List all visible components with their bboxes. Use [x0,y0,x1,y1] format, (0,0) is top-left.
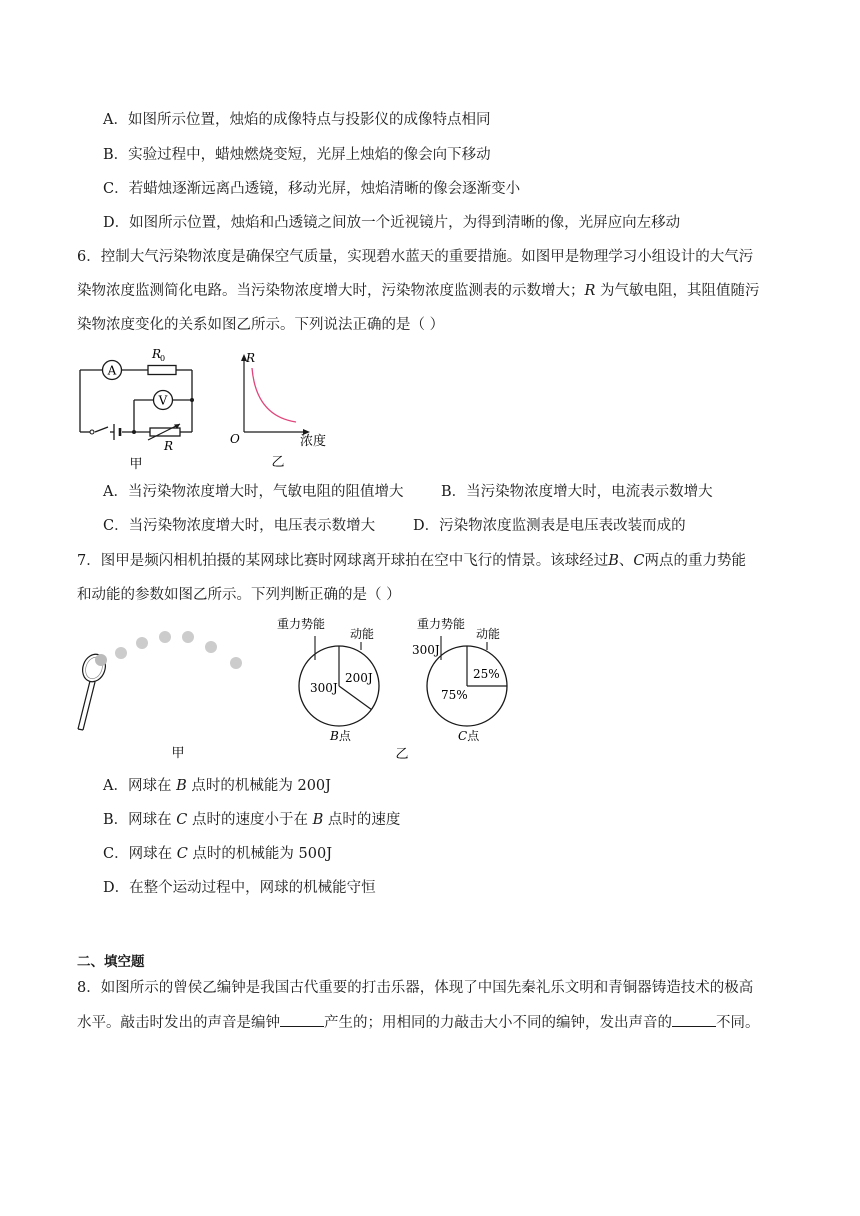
opt-point: B [176,778,187,794]
section-heading-fill-in: 二、填空题 [77,954,145,970]
junction-dot [190,398,194,402]
q5-option-d: D．如图所示位置，烛焰和凸透镜之间放一个近视镜片，为得到清晰的像，光屏应向左移动 [103,215,681,231]
q7-stem-sep: 、 [618,553,634,569]
opt-point: C [176,846,188,862]
q7-stem-text: 7．图甲是频闪相机拍摄的某网球比赛时网球离开球拍在空中飞行的情景。该球经过 [77,553,609,569]
q6-figure [74,344,344,472]
q7-caption-jia: 甲 [171,746,185,761]
resistance-vs-concentration-graph [230,351,326,470]
q6-caption-yi: 乙 [271,455,285,470]
voltmeter-label: V [158,393,168,408]
q6-option-d: D．污染物浓度监测表是电压表改装而成的 [413,518,686,534]
q6-caption-jia: 甲 [129,457,143,472]
opt-text: 点时的机械能为 200J [186,778,331,794]
q7-option-a [103,776,331,796]
q6-stem-line2 [77,281,760,301]
pie-c-point-label [458,728,480,743]
q6-stem-text-cont: 为气敏电阻，其阻值随污 [600,283,760,299]
r0-subscript: 0 [160,354,166,363]
q6-stem-line1: 6．控制大气污染物浓度是确保空气质量，实现碧水蓝天的重要措施。如图甲是物理学习小组设计的大气污 [77,249,754,265]
resistance-curve [252,368,296,422]
r-label: R [164,439,174,453]
q7-stem-line2: 和动能的参数如图乙所示。下列判断正确的是（ ） [77,587,401,603]
opt-point: C [176,812,188,828]
q8-blank-1[interactable] [280,1012,324,1027]
tennis-ball-trail [95,631,242,669]
opt-text: 点时的速度小于在 [187,812,313,828]
r0-label: R [152,347,162,361]
graph-origin-label: O [230,432,240,446]
switch-icon [90,430,94,434]
pie-c-pe-label: 重力势能 [417,617,466,631]
opt-text: C．网球在 [103,846,177,862]
pie-b-point-label [329,728,352,743]
opt-text: A．网球在 [103,778,177,794]
q7-option-c [103,844,332,864]
pie-c-ke-percent: 25% [473,667,500,681]
q6-option-a: A．当污染物浓度增大时，气敏电阻的阻值增大 [103,484,404,500]
pie-b-point-suffix: 点 [338,729,351,743]
pie-c-pe-percent: 75% [441,688,468,702]
q7-option-b [103,810,400,830]
q7-stem-line1 [77,551,746,571]
voltmeter-icon [154,391,173,410]
pie-c-point: C [458,729,468,743]
q8-stem-line1: 8．如图所示的曾侯乙编钟是我国古代重要的打击乐器，体现了中国先秦礼乐文明和青铜器铸造技术的极高 [77,980,754,996]
pie-b-ke-value: 200J [345,671,373,685]
circuit-wires [80,370,192,432]
pie-c-ke-label: 动能 [476,627,501,641]
ammeter-icon [103,361,122,380]
battery-icon [114,424,120,440]
ammeter-label: A [107,363,117,378]
resistor-r0-icon [148,347,176,375]
junction-dot [132,430,136,434]
q8-text-cont: 产生的；用相同的力敲击大小不同的编钟，发出声音的 [324,1015,672,1031]
opt-point: B [312,812,324,828]
q7-point-b: B [608,553,619,569]
pie-c-top-value: 300J [412,643,440,657]
pie-chart-c [412,616,507,743]
q5-option-b: B．实验过程中，蜡烛燃烧变短，光屏上烛焰的像会向下移动 [103,147,491,163]
q7-stem-text-cont: 两点的重力势能 [644,553,746,569]
q8-text-end: 不同。 [716,1015,760,1031]
opt-text: 点时的机械能为 500J [187,846,333,862]
pie-b-pe-value: 300J [310,681,338,695]
pie-c-point-suffix: 点 [467,729,480,743]
q6-stem-line3: 染物浓度变化的关系如图乙所示。下列说法正确的是（ ） [77,317,445,333]
q5-option-c: C．若蜡烛逐渐远离凸透镜，移动光屏，烛焰清晰的像会逐渐变小 [103,181,521,197]
q6-stem-text: 染物浓度监测简化电路。当污染物浓度增大时，污染物浓度监测表的示数增大； [77,283,585,299]
opt-text: B．网球在 [103,812,177,828]
opt-text: 点时的速度 [323,812,401,828]
pie-b-ke-label: 动能 [350,627,375,641]
q6-resistor-symbol: R [584,283,596,299]
pie-chart-b [277,616,379,743]
q7-option-d: D．在整个运动过程中，网球的机械能守恒 [103,880,376,896]
q8-stem-line2 [77,1012,760,1033]
graph-x-label: 浓度 [300,434,327,449]
graph-y-label: R [246,351,256,365]
q5-option-a: A．如图所示位置，烛焰的成像特点与投影仪的成像特点相同 [103,112,491,128]
q7-figure [74,612,524,770]
gas-sensitive-resistor-icon [148,424,180,453]
q8-text: 水平。敲击时发出的声音是编钟 [77,1015,280,1031]
q7-point-c: C [633,553,645,569]
pie-b-point: B [330,729,339,743]
q8-blank-2[interactable] [672,1012,716,1027]
q6-option-c: C．当污染物浓度增大时，电压表示数增大 [103,518,376,534]
q7-caption-yi: 乙 [395,747,409,762]
q6-option-b: B．当污染物浓度增大时，电流表示数增大 [441,484,713,500]
pie-b-pe-label: 重力势能 [277,617,326,631]
